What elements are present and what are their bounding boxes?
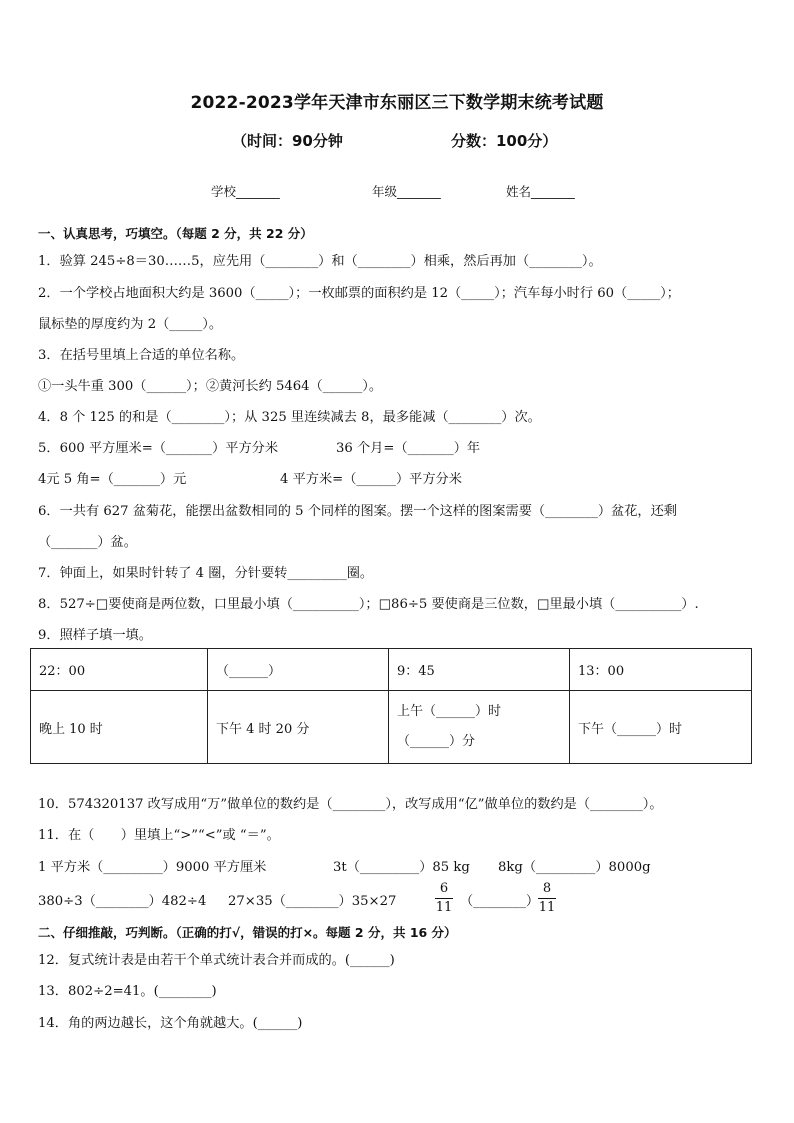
question-4: 4．8 个 125 的和是（________）；从 325 里连续减去 8，最多能减（________）次。	[38, 410, 541, 425]
question-1: 1．验算 245÷8＝30……5，应先用（________）和（________）相乘，然后再加（________）。	[38, 254, 602, 269]
question-11-item-5: 27×35（________）35×27	[228, 894, 397, 909]
example-table	[30, 648, 752, 764]
question-11-item-4: 380÷3（________）482÷4	[38, 894, 207, 909]
fraction-6-11	[435, 880, 453, 917]
table-cell: 22：00	[31, 649, 208, 691]
question-14: 14．角的两边越长，这个角就越大。(______)	[38, 1016, 303, 1031]
question-10: 10．574320137 改写成用“万”做单位的数约是（________），改写成用“亿”做单位的数约是（________）。	[38, 797, 663, 812]
question-6-line-1: 6．一共有 627 盆菊花，能摆出盆数相同的 5 个同样的图案。摆一个这样的图案需要（________）盆花，还剩	[38, 504, 677, 519]
question-11-item-1: 1 平方米（_________）9000 平方厘米	[38, 860, 267, 875]
question-8: 8．527÷□要使商是两位数，口里最小填（__________）；□86÷5 要使商是三位数，□里最小填（__________）.	[38, 597, 699, 612]
question-9: 9．照样子填一填。	[38, 628, 152, 643]
table-cell: 下午 4 时 20 分	[208, 691, 389, 764]
question-13: 13．802÷2=41。(________)	[38, 984, 217, 999]
fraction-denominator: 11	[435, 900, 453, 915]
question-3-line-2: ①一头牛重 300（______）；②黄河长约 5464（______）。	[38, 379, 383, 394]
question-5-part-1: 5．600 平方厘米=（_______）平方分米	[38, 441, 279, 456]
question-6-line-2: （_______）盆。	[38, 535, 137, 550]
page-title: 2022-2023学年天津市东丽区三下数学期末统考试题	[190, 93, 604, 113]
table-cell: 9：45	[389, 649, 570, 691]
fraction-numerator: 6	[435, 880, 453, 899]
question-5-part-2: 36 个月=（_______）年	[336, 441, 481, 456]
fraction-denominator: 11	[538, 900, 556, 915]
name-field: 姓名_______	[506, 184, 575, 199]
table-cell: 晚上 10 时	[31, 691, 208, 764]
table-cell	[389, 691, 570, 764]
table-cell: （______）	[208, 649, 389, 691]
section-1-heading: 一、认真思考，巧填空。（每题 2 分，共 22 分）	[38, 226, 313, 241]
table-cell-line: 上午（______）时	[397, 704, 502, 719]
question-7: 7．钟面上，如果时针转了 4 圈，分针要转_________圈。	[38, 566, 374, 581]
school-field: 学校_______	[211, 184, 280, 199]
question-11-item-3: 8kg（_________）8000g	[498, 860, 651, 875]
exam-time: （时间：90分钟	[232, 132, 343, 150]
question-5-part-4: 4 平方米=（______）平方分米	[280, 472, 462, 487]
fraction-numerator: 8	[538, 880, 556, 899]
fraction-8-11	[538, 880, 556, 917]
question-12: 12．复式统计表是由若干个单式统计表合并而成的。(______)	[38, 953, 395, 968]
exam-score: 分数：100分）	[451, 132, 558, 150]
table-cell: 13：00	[570, 649, 752, 691]
grade-field: 年级_______	[372, 184, 441, 199]
question-11-item-2: 3t（_________）85 kg	[333, 860, 470, 875]
table-cell: 下午（______）时	[570, 691, 752, 764]
question-3-line-1: 3．在括号里填上合适的单位名称。	[38, 348, 245, 363]
question-2-line-1: 2．一个学校占地面积大约是 3600（_____）；一枚邮票的面积约是 12（_____）；汽车每小时行 60（_____）；	[38, 286, 680, 301]
question-2-line-2: 鼠标垫的厚度约为 2（_____）。	[38, 317, 223, 332]
question-5-part-3: 4元 5 角=（_______）元	[38, 472, 187, 487]
question-11: 11．在（ ）里填上“>”“<”或 “＝”。	[38, 828, 280, 843]
table-cell-line: （______）分	[397, 734, 476, 749]
section-2-heading: 二、仔细推敲，巧判断。（正确的打√，错误的打×。每题 2 分，共 16 分）	[38, 925, 457, 940]
question-11-item-6-blank: （________）	[460, 894, 540, 909]
